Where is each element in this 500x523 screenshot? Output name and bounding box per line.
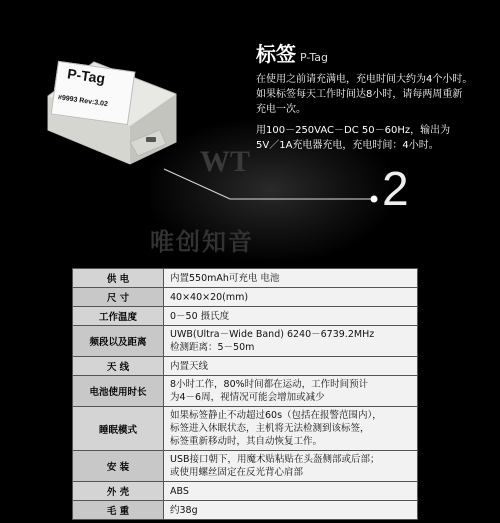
spec-key: 电池使用时长 (73, 376, 164, 407)
title-subtitle: P-Tag (300, 51, 328, 64)
spec-row (73, 288, 418, 307)
spec-key: 工作温度 (73, 307, 164, 326)
spec-row (73, 357, 418, 376)
spec-value-line: USB接口朝下，用魔术贴粘贴在头盔侧部或后部； (170, 454, 380, 465)
charging-note-line: 在使用之前请充满电，充电时间大约为4个小时。 (256, 74, 473, 85)
spec-key: 外 壳 (73, 482, 164, 501)
spec-value (164, 269, 418, 288)
spec-value-line: 为4－6周，视情况可能会增加或减少 (170, 392, 325, 403)
spec-value-line: UWB(Ultra－Wide Band) 6240－6739.2MHz (170, 329, 375, 340)
pointer-line (160, 165, 390, 210)
spec-row (73, 407, 418, 451)
charger-note-line: 用100－250VAC－DC 50－60Hz，输出为 (256, 125, 451, 136)
spec-key: 尺 寸 (73, 288, 164, 307)
spec-value (164, 501, 418, 520)
spec-row (73, 326, 418, 357)
spec-key: 睡眠模式 (73, 407, 164, 451)
spec-key: 供 电 (73, 269, 164, 288)
spec-row (73, 482, 418, 501)
spec-value-line: 8小时工作，80%时间都在运动，工作时间预计 (170, 379, 369, 390)
spec-value-line: 标签进入休眠状态，主机将无法检测到该标签， (170, 423, 370, 434)
spec-key: 安 装 (73, 451, 164, 482)
spec-row (73, 269, 418, 288)
spec-value-line: 如果标签静止不动超过60s（包括在报警范围内）， (170, 410, 382, 421)
spec-value-line: 内置550mAh可充电 电池 (170, 272, 280, 284)
spec-table (72, 268, 418, 520)
spec-value-line: ABS (170, 485, 189, 497)
spec-value (164, 357, 418, 376)
charging-note-line: 如果标签每天工作时间达8小时，请每两周重新 (256, 89, 463, 100)
watermark-logo: WT (200, 145, 251, 178)
spec-key: 天 线 (73, 357, 164, 376)
charger-note (256, 123, 450, 153)
device-label-title: P-Tag (66, 65, 107, 87)
spec-value-line: 或使用螺丝固定在反光背心肩部 (170, 467, 304, 478)
spec-value-line: 内置天线 (170, 360, 209, 372)
spec-value (164, 326, 418, 357)
spec-row (73, 376, 418, 407)
spec-value (164, 451, 418, 482)
page-title (256, 38, 328, 67)
title-text: 标签 (256, 42, 296, 66)
charger-note-line: 5V／1A充电器充电，充电时间：4小时。 (256, 140, 439, 151)
spec-value-line: 检测距离：5－50m (170, 342, 255, 353)
spec-value (164, 307, 418, 326)
step-number: 2 (382, 163, 409, 216)
spec-value-line: 约38g (170, 504, 198, 516)
device-label-serial: #9993 Rev:3.02 (57, 94, 109, 109)
spec-row (73, 307, 418, 326)
watermark-brand: 唯创知音 (150, 228, 254, 256)
spec-value (164, 376, 418, 407)
spec-value-line: 40×40×20(mm) (170, 291, 249, 303)
spec-row (73, 501, 418, 520)
spec-row (73, 451, 418, 482)
spec-value (164, 482, 418, 501)
spec-value-line: 标签重新移动时，其自动恢复工作。 (170, 436, 323, 447)
spec-value-line: 0－50 摄氏度 (170, 310, 230, 322)
device-label (51, 61, 136, 125)
spec-value (164, 407, 418, 451)
spec-key: 毛 重 (73, 501, 164, 520)
charging-note (256, 72, 472, 117)
spec-value (164, 288, 418, 307)
charging-note-line: 充电一次。 (256, 104, 306, 115)
spec-key: 频段以及距离 (73, 326, 164, 357)
